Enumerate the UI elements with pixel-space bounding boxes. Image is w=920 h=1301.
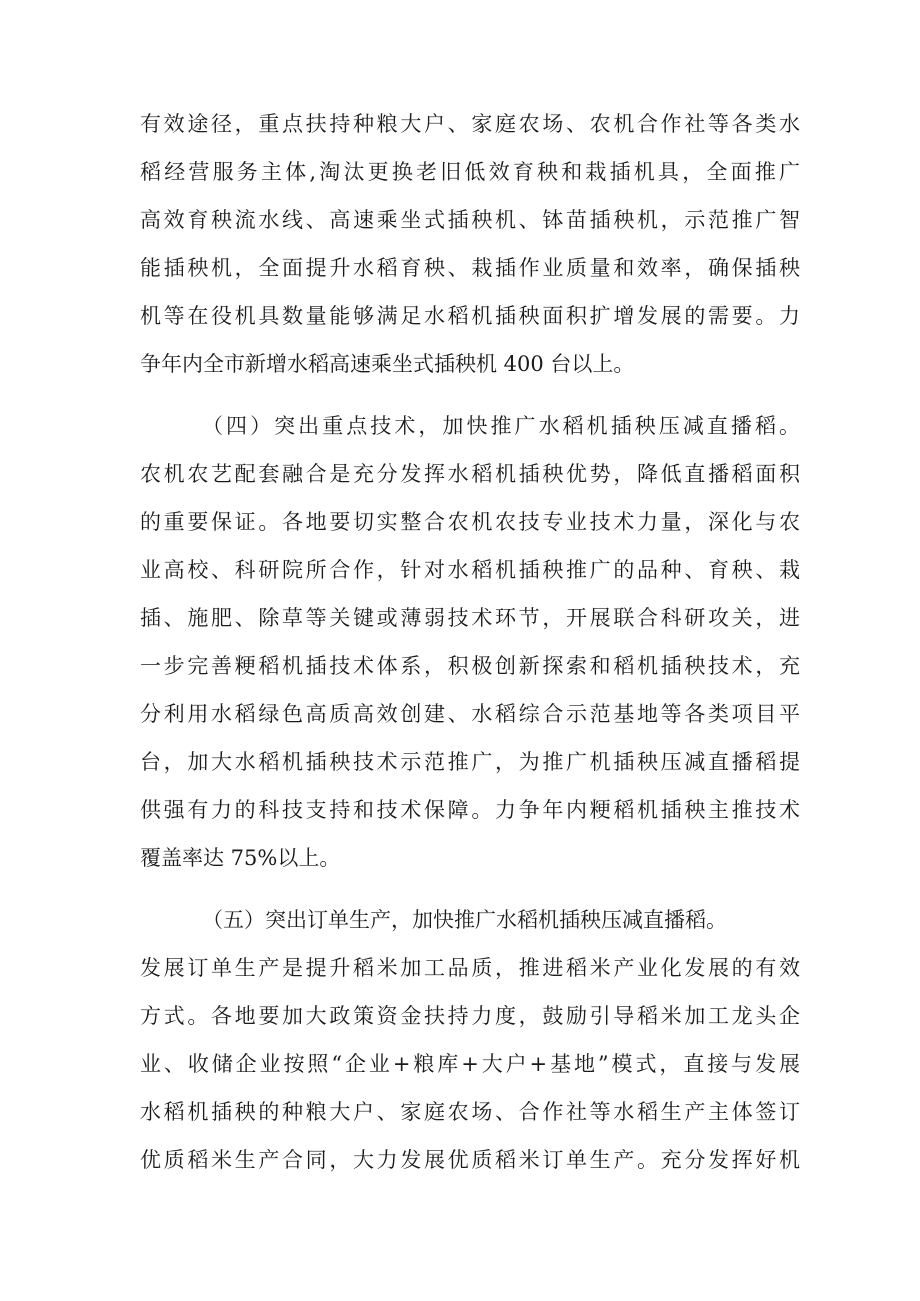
text-line: 高效育秧流水线、高速乘坐式插秧机、钵苗插秧机，示范推广智 <box>140 208 800 232</box>
text-line: 农机农艺配套融合是充分发挥水稻机插秧优势，降低直播稻面积 <box>140 462 800 486</box>
paragraph <box>140 402 800 882</box>
text-line: 业、收储企业按照“企业+粮库+大户+基地”模式，直接与发展 <box>140 1052 800 1076</box>
document-body <box>140 100 800 1184</box>
text-line: 机等在役机具数量能够满足水稻机插秧面积扩增发展的需要。力 <box>140 304 800 328</box>
text-line: 分利用水稻绿色高质高效创建、水稻综合示范基地等各类项目平 <box>140 702 800 726</box>
text-line: 业高校、科研院所合作，针对水稻机插秧推广的品种、育秧、栽 <box>140 558 800 582</box>
text-line: 水稻机插秧的种粮大户、家庭农场、合作社等水稻生产主体签订 <box>140 1100 800 1124</box>
section-heading-line: （四）突出重点技术，加快推广水稻机插秧压减直播稻。 <box>202 414 800 438</box>
section-heading-line: （五）突出订单生产，加快推广水稻机插秧压减直播稻。 <box>202 908 727 932</box>
text-line: 稻经营服务主体,淘汰更换老旧低效育秧和栽插机具，全面推广 <box>140 160 800 184</box>
text-line: 有效途径，重点扶持种粮大户、家庭农场、农机合作社等各类水 <box>140 112 800 136</box>
text-line: 争年内全市新增水稻高速乘坐式插秧机 400 台以上。 <box>140 352 635 376</box>
text-line: 台，加大水稻机插秧技术示范推广，为推广机插秧压减直播稻提 <box>140 750 800 774</box>
text-line: 优质稻米生产合同，大力发展优质稻米订单生产。充分发挥好机 <box>140 1148 800 1172</box>
text-line: 插、施肥、除草等关键或薄弱技术环节，开展联合科研攻关，进 <box>140 606 800 630</box>
text-line: 的重要保证。各地要切实整合农机农技专业技术力量，深化与农 <box>140 510 800 534</box>
paragraph <box>140 896 800 1184</box>
paragraph <box>140 100 800 388</box>
paragraph-gap <box>140 882 800 896</box>
paragraph-gap <box>140 388 800 402</box>
text-line: 方式。各地要加大政策资金扶持力度，鼓励引导稻米加工龙头企 <box>140 1004 800 1028</box>
text-line: 一步完善粳稻机插技术体系，积极创新探索和稻机插秧技术，充 <box>140 654 800 678</box>
text-line: 覆盖率达 75%以上。 <box>140 846 341 870</box>
text-line: 供强有力的科技支持和技术保障。力争年内粳稻机插秧主推技术 <box>140 798 800 822</box>
text-line: 发展订单生产是提升稻米加工品质，推进稻米产业化发展的有效 <box>140 956 800 980</box>
text-line: 能插秧机，全面提升水稻育秧、栽插作业质量和效率，确保插秧 <box>140 256 800 280</box>
